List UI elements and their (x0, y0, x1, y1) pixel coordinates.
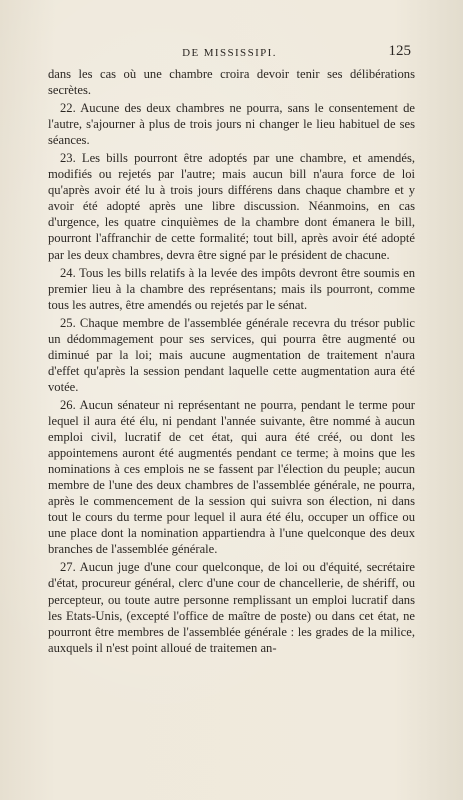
article-22: 22. Aucune des deux chambres ne pourra, sans le consentement de l'autre, s'ajourner à plus de trois jours ni changer le lieu habituel de ses séances. (48, 101, 415, 148)
article-27: 27. Aucun juge d'une cour quelconque, de loi ou d'équité, secrétaire d'état, procureur général, clerc d'une cour de chancellerie, de shériff, ou percepteur, ou toute autre personne remplissant un emploi lucratif dans les Etats-Unis, (excepté l'office de maître de poste) ou dans cet état, ne pourront être membres de l'assemblée générale : les grades de la milice, auxquels il n'est point alloué de traitemen an- (48, 560, 415, 655)
article-24: 24. Tous les bills relatifs à la levée des impôts devront être soumis en premier lieu à la chambre des représentans; mais ils pourront, comme tous les autres, être amendés ou rejetés par le sénat. (48, 265, 415, 312)
article-25: 25. Chaque membre de l'assemblée générale recevra du trésor public un dédommagement pour ses services, qui pourra être augmenté ou diminué par la loi; mais aucune augmentation de traitement n'aura d'effet qu'après la session pendant laquelle cette augmentation aura été votée. (48, 315, 415, 394)
article-23: 23. Les bills pourront être adoptés par une chambre, et amendés, modifiés ou rejetés par l'autre; mais aucun bill n'aura force de loi qu'après avoir été lu à trois jours différens dans chaque chambre et y avoir été adopté après une libre discussion. Néanmoins, en cas d'urgence, les quatre cinquièmes de la chambre dont émanera le bill, pourront l'affranchir de cette formalité; tout bill, après avoir été adopté par les deux chambres, devra être signé par le président de chacune. (48, 151, 415, 262)
page-header (48, 43, 411, 65)
article-26: 26. Aucun sénateur ni représentant ne pourra, pendant le terme pour lequel il aura été élu, ni pendant l'année suivante, être nommé à aucun emploi civil, lucratif de cet état, qui aura été créé, ou dont les appointemens auront été augmentés pendant ce terme; à moins que les nominations à ces emplois ne se fassent par l'élection du peuple; aucun membre de l'une des deux chambres de l'assemblée générale, ne pourra, après le commencement de la session qui suivra son élection, ni dans tout le cours du terme pour lequel il aura été élu, occuper un office ou une place dont la nomination appartiendra à l'une quelconque des deux branches de l'assemblée générale. (48, 397, 415, 557)
body-text (48, 66, 415, 658)
paragraph-continuation: dans les cas où une chambre croira devoir tenir ses délibérations secrètes. (48, 67, 415, 98)
running-head: DE MISSISSIPI. (182, 47, 277, 59)
page-number: 125 (388, 43, 411, 59)
